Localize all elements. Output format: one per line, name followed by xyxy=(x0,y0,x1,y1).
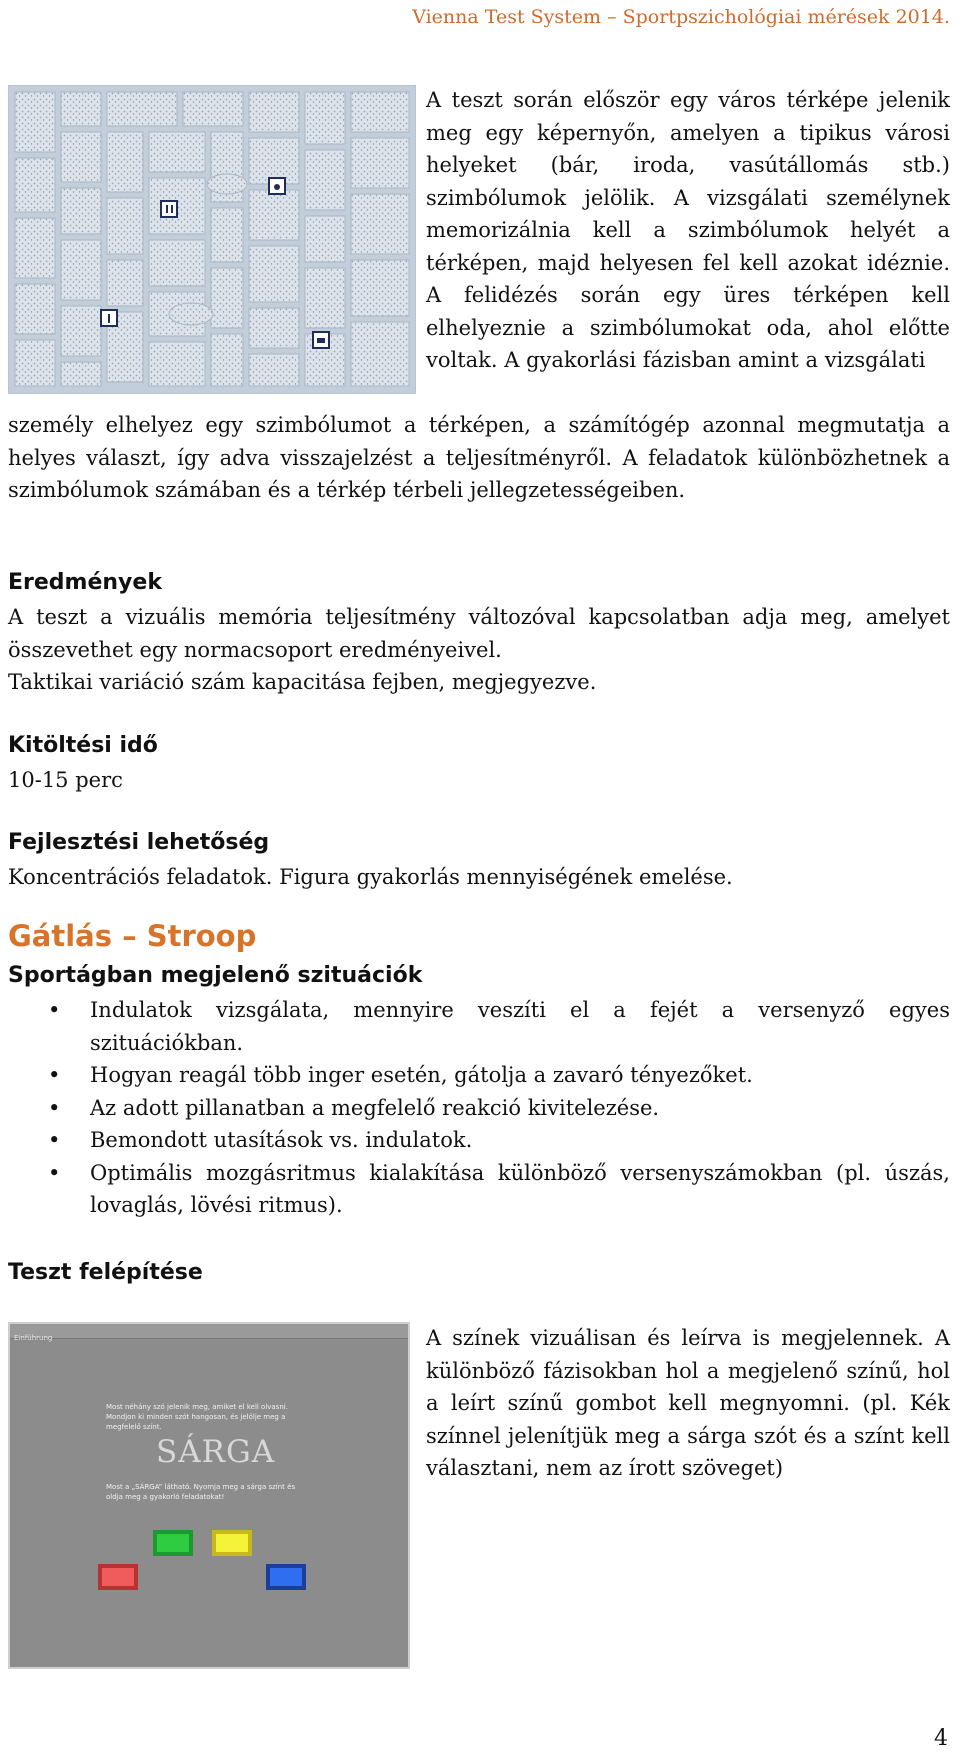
map-intro-text: A teszt során először egy város térképe jelenik meg egy képernyőn, amelyen a tipikus városi helyeket (bár, iroda, vasútállomás stb.) szimbólumok jelölik. A vizsgálati személynek memorizálnia kell a szimbólumok helyét a térképen, majd helyesen fel kell azokat idéznie. A felidézés során egy üres térképen kell elhelyeznie a szimbólumokat oda, ahol előtte voltak. A gyakorlási fázisban amint a vizsgálati xyxy=(426,88,950,372)
stroop-screenshot xyxy=(8,1322,410,1669)
page-number: 4 xyxy=(934,1726,948,1751)
situations-list xyxy=(8,994,950,1222)
stroop-instruction-1: Most néhány szó jelenik meg, amiket el kell olvasni. Mondjon ki minden szót hangosan, és jelölje meg a megfelelő színt. xyxy=(106,1403,288,1431)
situations-heading: Sportágban megjelenő szituációk xyxy=(8,963,423,988)
development-heading: Fejlesztési lehetőség xyxy=(8,830,270,855)
results-heading: Eredmények xyxy=(8,570,162,595)
structure-text: A színek vizuálisan és leírva is megjelennek. A különböző fázisokban hol a megjelenő színű, hol a leírt színű gombot kell megnyomni. (pl. Kék színnel jelenítjük meg a sárga szót és a színt kell választani, nem az írott szöveget) xyxy=(426,1326,950,1480)
structure-heading: Teszt felépítése xyxy=(8,1260,203,1285)
screenshot-titlebar xyxy=(10,1324,408,1342)
green-color-button[interactable] xyxy=(153,1530,193,1556)
blue-color-button[interactable] xyxy=(266,1564,306,1590)
list-item: • Indulatok vizsgálata, mennyire veszíti el a fejét a versenyző egyes szituációkban. xyxy=(8,994,950,1059)
city-map-drawing xyxy=(9,86,415,393)
duration-value: 10-15 perc xyxy=(8,768,123,792)
list-item: • Optimális mozgásritmus kialakítása különböző versenyszámokban (pl. úszás, lovaglás, lövési ritmus). xyxy=(8,1157,950,1222)
list-item: • Bemondott utasítások vs. indulatok. xyxy=(8,1124,950,1157)
stroop-instruction-2: Most a „SÁRGA” látható. Nyomja meg a sárga színt és oldja meg a gyakorló feladatokat! xyxy=(106,1483,296,1501)
results-text-2: Taktikai variáció szám kapacitása fejben, megjegyezve. xyxy=(8,670,597,694)
duration-heading: Kitöltési idő xyxy=(8,733,158,758)
development-text: Koncentrációs feladatok. Figura gyakorlás mennyiségének emelése. xyxy=(8,865,733,889)
page-header: Vienna Test System – Sportpszichológiai mérések 2014. xyxy=(412,6,950,28)
city-map-image xyxy=(8,85,416,394)
yellow-color-button[interactable] xyxy=(212,1530,252,1556)
stroop-title: Gátlás – Stroop xyxy=(8,919,257,953)
stroop-word: SÁRGA xyxy=(156,1434,276,1470)
list-item: • Hogyan reagál több inger esetén, gátolja a zavaró tényezőket. xyxy=(8,1059,950,1092)
screenshot-corner-label: Einführung xyxy=(14,1334,53,1342)
list-item: • Az adott pillanatban a megfelelő reakció kivitelezése. xyxy=(8,1092,950,1125)
red-color-button[interactable] xyxy=(98,1564,138,1590)
map-intro-continuation: személy elhelyez egy szimbólumot a térképen, a számítógép azonnal megmutatja a helyes választ, így adva visszajelzést a teljesítményről. A feladatok különbözhetnek a szimbólumok számában és a térkép térbeli jellegzetességeiben. xyxy=(8,413,950,502)
results-text: A teszt a vizuális memória teljesítmény változóval kapcsolatban adja meg, amelyet összevethet egy normacsoport eredményeivel. xyxy=(8,605,950,662)
